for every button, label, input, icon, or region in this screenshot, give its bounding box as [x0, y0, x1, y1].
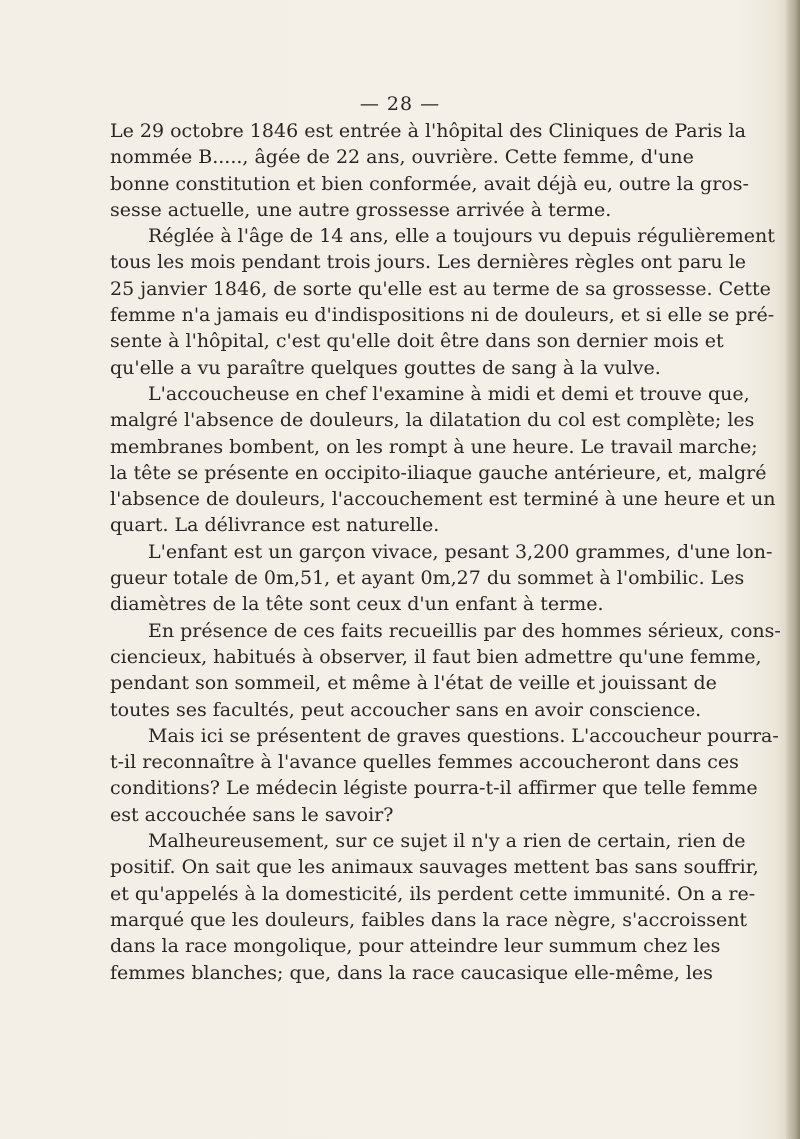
- text-line: conditions? Le médecin légiste pourra-t-il affirmer que telle femme: [110, 777, 758, 800]
- text-line: malgré l'absence de douleurs, la dilatation du col est complète; les: [110, 409, 755, 432]
- text-line: diamètres de la tête sont ceux d'un enfant à terme.: [110, 593, 604, 616]
- text-line: gueur totale de 0m,51, et ayant 0m,27 du sommet à l'ombilic. Les: [110, 567, 745, 590]
- text-line: Le 29 octobre 1846 est entrée à l'hôpital des Cliniques de Paris la: [110, 120, 746, 142]
- text-line: femmes blanches; que, dans la race caucasique elle-même, les: [110, 961, 713, 984]
- text-line: En présence de ces faits recueillis par des hommes sérieux, cons-: [148, 619, 781, 642]
- text-line: la tête se présente en occipito-iliaque gauche antérieure, et, malgré: [110, 461, 767, 484]
- text-line: et qu'appelés à la domesticité, ils perdent cette immunité. On a re-: [110, 882, 756, 905]
- text-line: Mais ici se présentent de graves questions. L'accoucheur pourra-: [148, 724, 779, 747]
- text-line: qu'elle a vu paraître quelques gouttes de sang à la vulve.: [110, 356, 661, 379]
- text-line: nommée B....., âgée de 22 ans, ouvrière. Cette femme, d'une: [110, 146, 694, 169]
- text-line: membranes bombent, on les rompt à une heure. Le travail marche;: [110, 435, 758, 458]
- text-line: Réglée à l'âge de 14 ans, elle a toujours vu depuis régulièrement: [148, 225, 775, 248]
- text-line: dans la race mongolique, pour atteindre leur summum chez les: [110, 935, 721, 958]
- text-line: t-il reconnaître à l'avance quelles femmes accoucheront dans ces: [110, 751, 739, 774]
- page-edge: [786, 0, 800, 1139]
- page-number: — 28 —: [359, 93, 441, 115]
- text-line: quart. La délivrance est naturelle.: [110, 514, 440, 537]
- text-line: ciencieux, habitués à observer, il faut bien admettre qu'une femme,: [110, 645, 762, 668]
- text-line: 25 janvier 1846, de sorte qu'elle est au terme de sa grossesse. Cette: [110, 277, 771, 300]
- text-line: marqué que les douleurs, faibles dans la race nègre, s'accroissent: [110, 908, 748, 931]
- body-text: [110, 118, 781, 986]
- text-line: L'accoucheuse en chef l'examine à midi et demi et trouve que,: [148, 382, 750, 405]
- text-line: positif. On sait que les animaux sauvages mettent bas sans souffrir,: [110, 856, 759, 879]
- text-line: toutes ses facultés, peut accoucher sans en avoir conscience.: [110, 698, 702, 721]
- text-line: est accouchée sans le savoir?: [110, 803, 394, 826]
- text-line: tous les mois pendant trois jours. Les dernières règles ont paru le: [110, 251, 747, 274]
- text-line: l'absence de douleurs, l'accouchement est terminé à une heure et un: [110, 488, 776, 511]
- text-line: Malheureusement, sur ce sujet il n'y a rien de certain, rien de: [148, 830, 746, 853]
- text-line: femme n'a jamais eu d'indispositions ni de douleurs, et si elle se pré-: [110, 304, 775, 327]
- text-line: pendant son sommeil, et même à l'état de veille et jouissant de: [110, 672, 717, 695]
- text-line: L'enfant est un garçon vivace, pesant 3,200 grammes, d'une lon-: [148, 540, 773, 563]
- text-line: sente à l'hôpital, c'est qu'elle doit être dans son dernier mois et: [110, 330, 724, 353]
- text-line: sesse actuelle, une autre grossesse arrivée à terme.: [110, 198, 612, 221]
- text-line: bonne constitution et bien conformée, avait déjà eu, outre la gros-: [110, 172, 749, 195]
